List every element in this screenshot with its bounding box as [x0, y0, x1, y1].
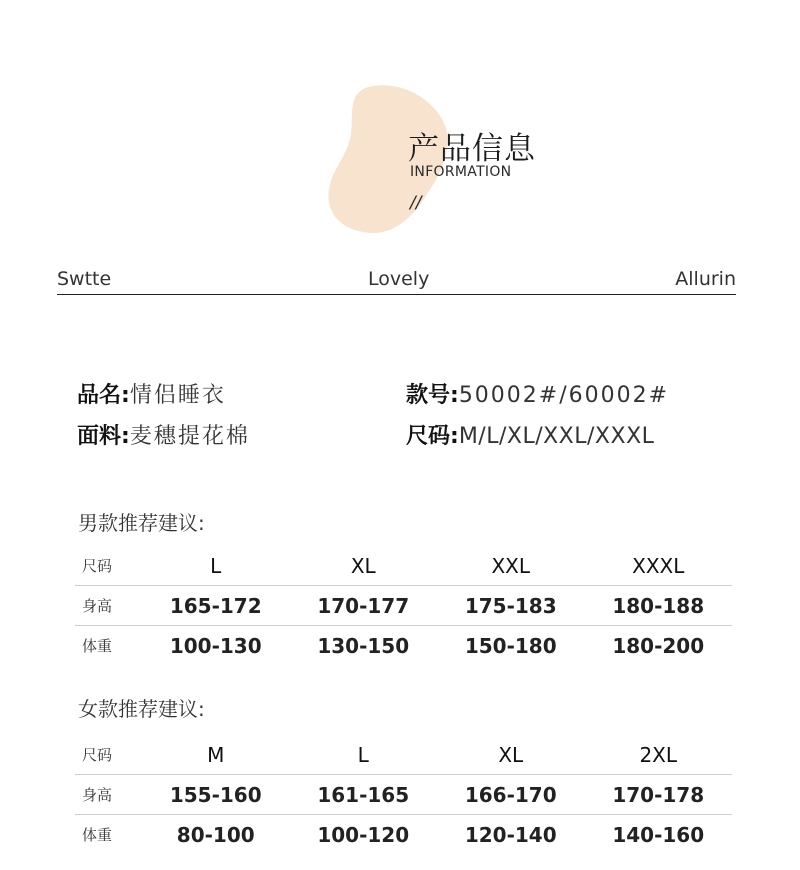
table-cell: L: [142, 546, 290, 586]
tagline-middle: Lovely: [368, 268, 430, 290]
row-label: 身高: [75, 586, 142, 626]
table-cell: L: [290, 735, 438, 775]
table-cell: XXL: [437, 546, 585, 586]
row-label: 尺码: [75, 735, 142, 775]
section-subtitle: INFORMATION: [410, 164, 512, 180]
table-row: [75, 546, 732, 586]
table-row: [75, 775, 732, 815]
women-size-table: [75, 735, 732, 854]
men-size-table: [75, 546, 732, 665]
tagline-right: Allurin: [675, 268, 736, 290]
table-cell: 180-188: [585, 586, 733, 626]
table-row: [75, 815, 732, 855]
table-cell: 166-170: [437, 775, 585, 815]
product-fabric-label: 面料:: [77, 424, 130, 449]
tagline-left: Swtte: [57, 268, 112, 290]
slash-mark: //: [410, 193, 422, 213]
table-row: [75, 586, 732, 626]
table-cell: 175-183: [437, 586, 585, 626]
table-cell: XL: [437, 735, 585, 775]
tagline-divider: [57, 294, 736, 295]
table-cell: M: [142, 735, 290, 775]
row-label: 尺码: [75, 546, 142, 586]
table-cell: 170-177: [290, 586, 438, 626]
table-cell: XL: [290, 546, 438, 586]
product-size: [406, 419, 654, 450]
table-cell: 100-120: [317, 822, 410, 847]
product-style: [406, 378, 669, 409]
row-label: 身高: [75, 775, 142, 815]
product-style-label: 款号:: [406, 383, 459, 408]
table-cell: 150-180: [464, 633, 557, 658]
table-cell: 2XL: [585, 735, 733, 775]
product-fabric: [77, 419, 250, 450]
table-row: [75, 735, 732, 775]
row-label: 体重: [82, 826, 113, 844]
table-cell: 161-165: [290, 775, 438, 815]
section-title: 产品信息: [408, 131, 536, 167]
row-label: 体重: [82, 637, 113, 655]
table-cell: 80-100: [176, 822, 255, 847]
product-name-label: 品名:: [77, 383, 130, 408]
product-size-label: 尺码:: [406, 424, 459, 449]
table-cell: 140-160: [612, 822, 705, 847]
product-size-value: M/L/XL/XXL/XXXL: [458, 424, 655, 449]
table-cell: 100-130: [169, 633, 262, 658]
table-cell: 155-160: [142, 775, 290, 815]
product-name-value: 情侣睡衣: [129, 383, 226, 408]
men-size-title: 男款推荐建议:: [78, 511, 205, 535]
table-cell: 170-178: [585, 775, 733, 815]
product-style-value: 50002#/60002#: [458, 383, 670, 408]
table-cell: 120-140: [464, 822, 557, 847]
women-size-title: 女款推荐建议:: [78, 697, 205, 721]
table-cell: XXXL: [585, 546, 733, 586]
table-cell: 165-172: [142, 586, 290, 626]
product-fabric-value: 麦穗提花棉: [129, 424, 250, 449]
table-row: [75, 626, 732, 666]
table-cell: 180-200: [612, 633, 705, 658]
product-name: [77, 378, 226, 409]
table-cell: 130-150: [317, 633, 410, 658]
